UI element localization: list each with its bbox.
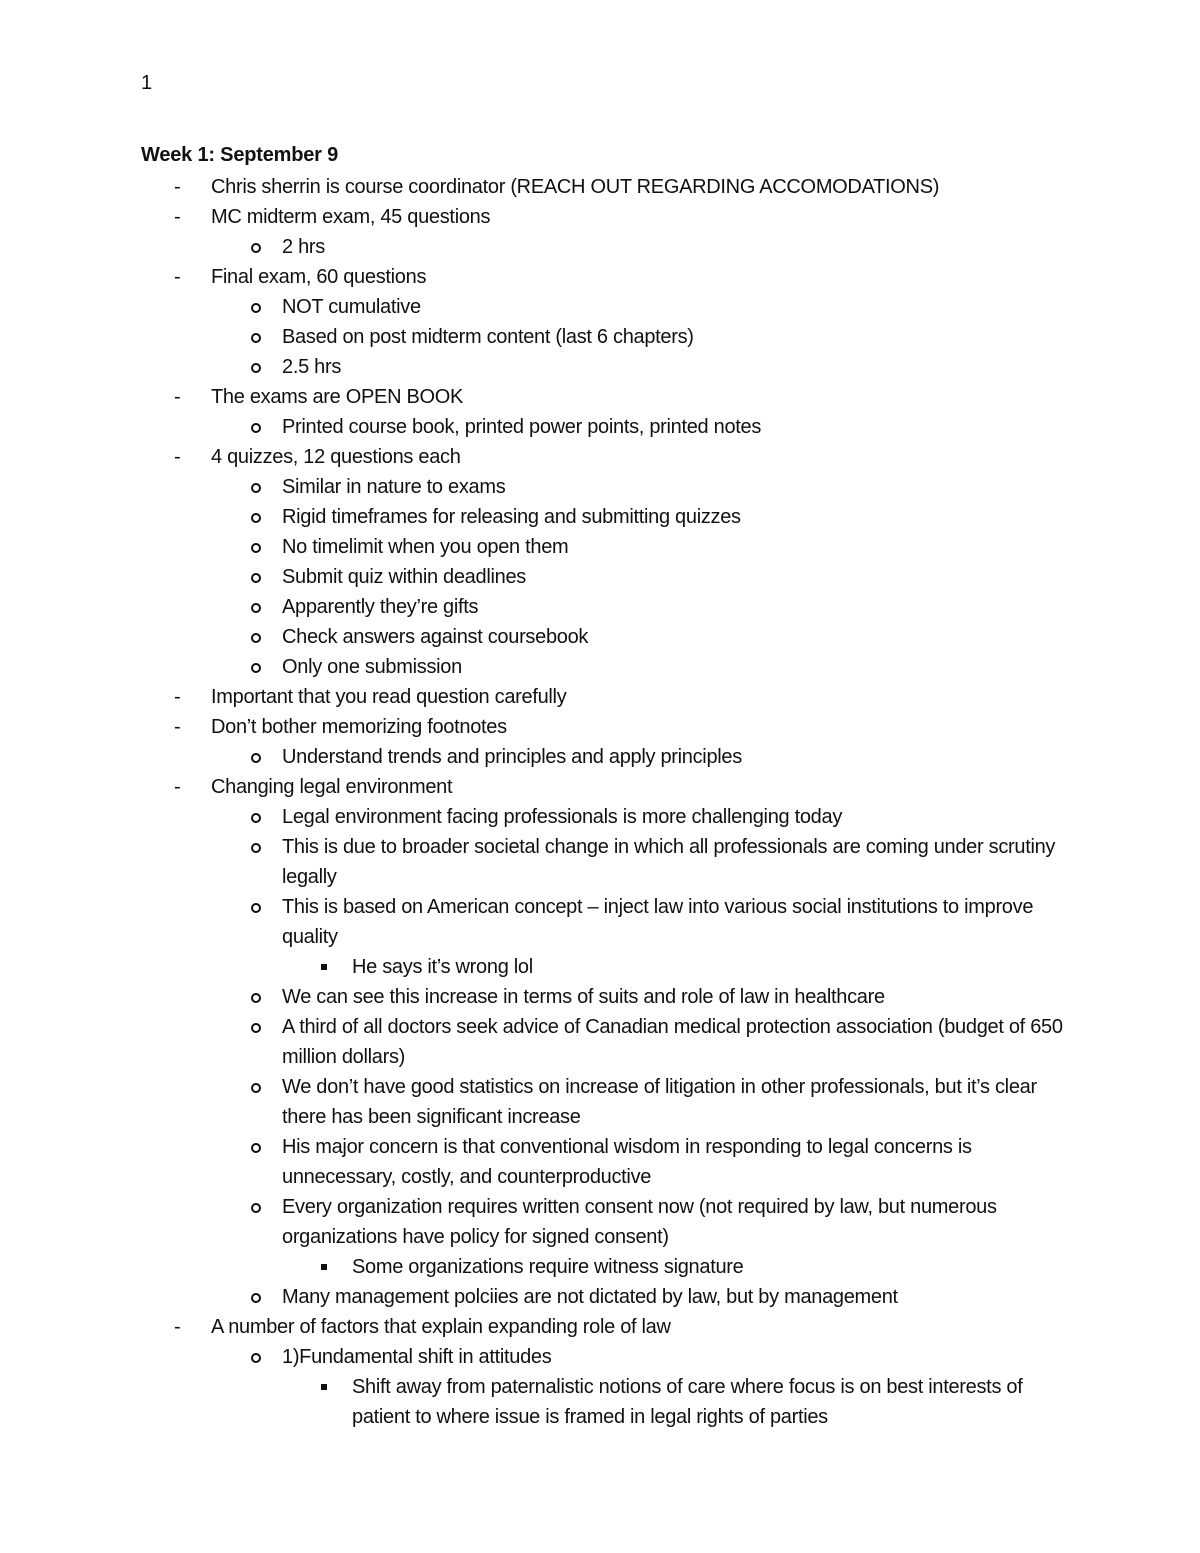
note-item-level-2 xyxy=(0,982,1200,1012)
circle-bullet-icon xyxy=(251,903,261,913)
circle-bullet-icon xyxy=(251,543,261,553)
note-item-level-2 xyxy=(0,562,1200,592)
note-text: His major concern is that conventional wisdom in responding to legal concerns is unnecessary, costly, and counterproductive xyxy=(282,1136,972,1188)
note-item-level-2 xyxy=(0,1192,1200,1252)
square-bullet-icon xyxy=(321,964,327,970)
note-text: Every organization requires written consent now (not required by law, but numerous organizations have policy for signed consent) xyxy=(282,1196,997,1248)
note-text: Understand trends and principles and apply principles xyxy=(282,746,742,768)
circle-bullet-icon xyxy=(251,243,261,253)
note-item-level-2 xyxy=(0,412,1200,442)
circle-bullet-icon xyxy=(251,1293,261,1303)
note-text: 4 quizzes, 12 questions each xyxy=(211,446,461,468)
note-text: He says it’s wrong lol xyxy=(352,956,533,978)
dash-bullet-icon: - xyxy=(174,266,181,288)
note-item-level-1 xyxy=(0,262,1200,292)
note-text: Don’t bother memorizing footnotes xyxy=(211,716,507,738)
dash-bullet-icon: - xyxy=(174,716,181,738)
circle-bullet-icon xyxy=(251,483,261,493)
note-item-level-2 xyxy=(0,472,1200,502)
circle-bullet-icon xyxy=(251,363,261,373)
note-item-level-1 xyxy=(0,382,1200,412)
note-text: The exams are OPEN BOOK xyxy=(211,386,464,408)
note-text: This is based on American concept – inject law into various social institutions to improve quality xyxy=(282,896,1034,948)
note-item-level-2 xyxy=(0,802,1200,832)
dash-bullet-icon: - xyxy=(174,686,181,708)
note-item-level-1 xyxy=(0,172,1200,202)
note-text: No timelimit when you open them xyxy=(282,536,569,558)
note-text: NOT cumulative xyxy=(282,296,421,318)
note-text: Some organizations require witness signature xyxy=(352,1256,744,1278)
note-text: Rigid timeframes for releasing and submitting quizzes xyxy=(282,506,741,528)
note-item-level-1 xyxy=(0,1312,1200,1342)
note-item-level-1 xyxy=(0,682,1200,712)
note-item-level-3 xyxy=(0,952,1200,982)
note-text: Apparently they’re gifts xyxy=(282,596,479,618)
note-item-level-2 xyxy=(0,892,1200,952)
dash-bullet-icon: - xyxy=(174,776,181,798)
note-item-level-2 xyxy=(0,832,1200,892)
note-text: Chris sherrin is course coordinator (REACH OUT REGARDING ACCOMODATIONS) xyxy=(211,176,940,198)
note-text: Many management polciies are not dictated by law, but by management xyxy=(282,1286,898,1308)
note-text: Shift away from paternalistic notions of care where focus is on best interests of patient to where issue is framed in legal rights of parties xyxy=(352,1376,1023,1428)
circle-bullet-icon xyxy=(251,1083,261,1093)
note-item-level-2 xyxy=(0,1012,1200,1072)
dash-bullet-icon: - xyxy=(174,206,181,228)
note-text: Important that you read question carefully xyxy=(211,686,567,708)
circle-bullet-icon xyxy=(251,1353,261,1363)
note-text: A number of factors that explain expanding role of law xyxy=(211,1316,671,1338)
square-bullet-icon xyxy=(321,1264,327,1270)
note-item-level-2 xyxy=(0,532,1200,562)
note-text: We can see this increase in terms of suits and role of law in healthcare xyxy=(282,986,885,1008)
note-text: Final exam, 60 questions xyxy=(211,266,427,288)
circle-bullet-icon xyxy=(251,1203,261,1213)
note-text: 2.5 hrs xyxy=(282,356,342,378)
note-item-level-2 xyxy=(0,1132,1200,1192)
circle-bullet-icon xyxy=(251,423,261,433)
note-text: Check answers against coursebook xyxy=(282,626,589,648)
note-text: 2 hrs xyxy=(282,236,325,258)
dash-bullet-icon: - xyxy=(174,446,181,468)
dash-bullet-icon: - xyxy=(174,1316,181,1338)
note-text: Legal environment facing professionals is more challenging today xyxy=(282,806,843,828)
note-item-level-2 xyxy=(0,1282,1200,1312)
note-item-level-2 xyxy=(0,1342,1200,1372)
circle-bullet-icon xyxy=(251,663,261,673)
note-item-level-1 xyxy=(0,712,1200,742)
note-item-level-2 xyxy=(0,1072,1200,1132)
note-item-level-2 xyxy=(0,322,1200,352)
square-bullet-icon xyxy=(321,1384,327,1390)
circle-bullet-icon xyxy=(251,843,261,853)
circle-bullet-icon xyxy=(251,603,261,613)
note-text: Changing legal environment xyxy=(211,776,453,798)
dash-bullet-icon: - xyxy=(174,176,181,198)
circle-bullet-icon xyxy=(251,633,261,643)
note-text: Submit quiz within deadlines xyxy=(282,566,526,588)
note-item-level-2 xyxy=(0,232,1200,262)
circle-bullet-icon xyxy=(251,753,261,763)
note-item-level-2 xyxy=(0,742,1200,772)
circle-bullet-icon xyxy=(251,303,261,313)
note-item-level-1 xyxy=(0,772,1200,802)
note-item-level-3 xyxy=(0,1252,1200,1282)
note-text: Only one submission xyxy=(282,656,462,678)
note-text: 1)Fundamental shift in attitudes xyxy=(282,1346,552,1368)
circle-bullet-icon xyxy=(251,1143,261,1153)
note-text: Similar in nature to exams xyxy=(282,476,506,498)
page-number: 1 xyxy=(141,72,153,94)
circle-bullet-icon xyxy=(251,813,261,823)
week-heading: Week 1: September 9 xyxy=(141,144,339,166)
notes-list xyxy=(0,172,1200,1432)
note-text: This is due to broader societal change in which all professionals are coming under scrutiny legally xyxy=(282,836,1056,888)
note-item-level-2 xyxy=(0,502,1200,532)
dash-bullet-icon: - xyxy=(174,386,181,408)
circle-bullet-icon xyxy=(251,513,261,523)
note-item-level-2 xyxy=(0,592,1200,622)
note-item-level-2 xyxy=(0,652,1200,682)
circle-bullet-icon xyxy=(251,993,261,1003)
circle-bullet-icon xyxy=(251,333,261,343)
note-item-level-2 xyxy=(0,352,1200,382)
note-item-level-2 xyxy=(0,622,1200,652)
note-text: MC midterm exam, 45 questions xyxy=(211,206,491,228)
circle-bullet-icon xyxy=(251,1023,261,1033)
note-item-level-1 xyxy=(0,442,1200,472)
note-text: We don’t have good statistics on increase of litigation in other professionals, but it’s clear there has been significant increase xyxy=(282,1076,1037,1128)
note-text: A third of all doctors seek advice of Canadian medical protection association (budget of 650 million dollars) xyxy=(282,1016,1063,1068)
note-text: Printed course book, printed power points, printed notes xyxy=(282,416,762,438)
note-item-level-3 xyxy=(0,1372,1200,1432)
note-item-level-1 xyxy=(0,202,1200,232)
note-item-level-2 xyxy=(0,292,1200,322)
note-text: Based on post midterm content (last 6 chapters) xyxy=(282,326,694,348)
circle-bullet-icon xyxy=(251,573,261,583)
